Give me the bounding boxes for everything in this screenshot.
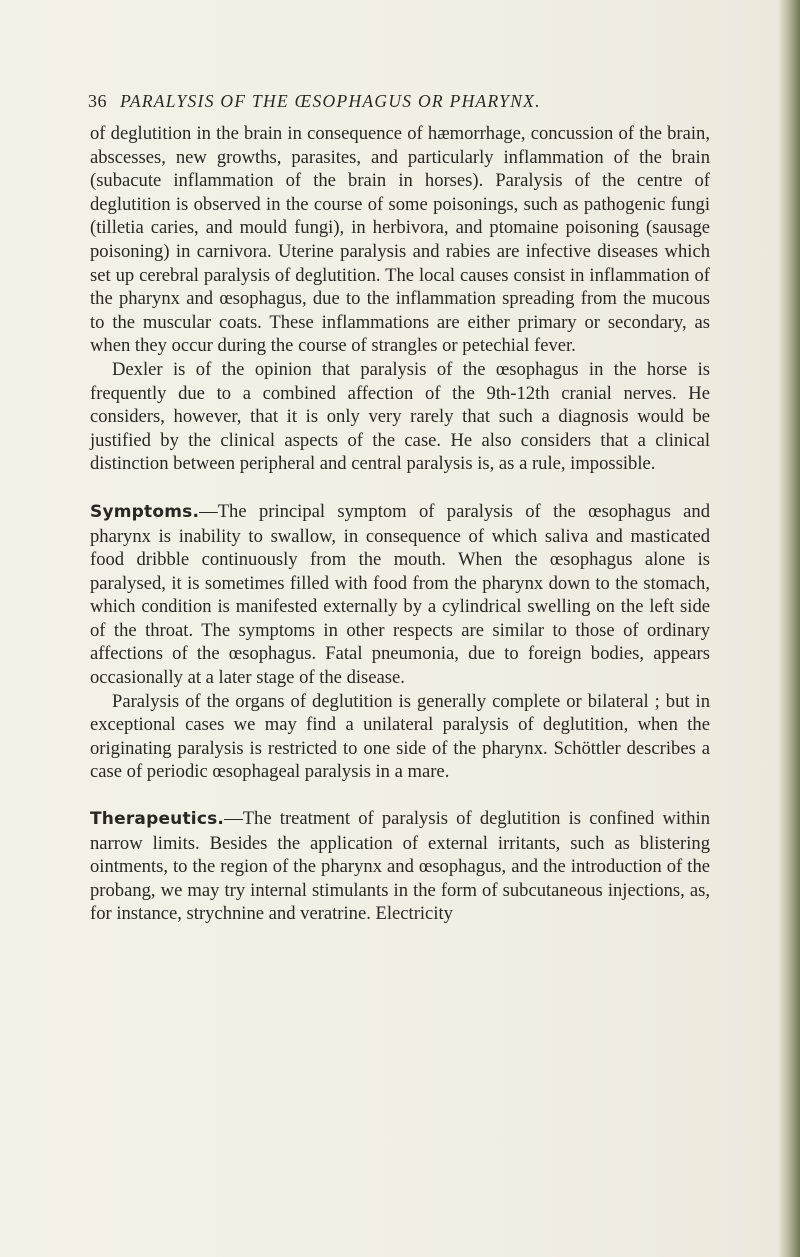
therapeutics-heading: Therapeutics. (90, 809, 225, 830)
page-number: 36 (88, 91, 107, 111)
running-title: PARALYSIS OF THE ŒSOPHAGUS OR PHARYNX. (120, 91, 541, 111)
paragraph-dexler: Dexler is of the opinion that paralysis of the œsophagus in the horse is frequently due to a combined affection of the 9th-12th cranial nerves. He considers, however, that it is only very rarely that such a diagnosis would be justified by the clinical aspects of the case. He also considers that a clinical distinction between peripheral and central paralysis is, as a rule, impossible. (90, 358, 710, 475)
symptoms-heading: Symptoms. (90, 501, 200, 522)
symptoms-section (90, 500, 710, 690)
page-edge-shadow (778, 0, 800, 1257)
paragraph-causes: of deglutition in the brain in consequence of hæmorrhage, concussion of the brain, abscesses, new growths, parasites, and particularly inflammation of the brain (subacute inflammation of the brain in horses). Paralysis of the centre of deglutition is observed in the course of some poisonings, such as pathogenic fungi (tilletia caries, and mould fungi), in herbivora, and ptomaine poisoning (sausage poisoning) in carnivora. Uterine paralysis and rabies are infective diseases which set up cerebral paralysis of deglutition. The local causes consist in inflammation of the pharynx and œsophagus, due to the inflammation spreading from the mucous to the muscular coats. These inflammations are either primary or secondary, as when they occur during the course of strangles or petechial fever. (90, 123, 710, 357)
body-text (90, 122, 710, 926)
therapeutics-text: —The treatment of paralysis of deglutition is confined within narrow limits. Besides the application of external irritants, such as blistering ointments, to the region of the pharynx and œsophagus, and the introduction of the probang, we may try internal stimulants in the form of subcutaneous injections, as, for instance, strychnine and veratrine. Electricity (90, 808, 710, 925)
running-head (88, 91, 708, 117)
paragraph-deglutition-paralysis: Paralysis of the organs of deglutition is generally complete or bilateral ; but in exceptional cases we may find a unilateral paralysis of deglutition, when the originating paralysis is restricted to one side of the pharynx. Schöttler describes a case of periodic œsophageal paralysis in a mare. (90, 690, 710, 783)
symptoms-text: —The principal symptom of paralysis of the œsophagus and pharynx is inability to swallow, in consequence of which saliva and masticated food dribble continuously from the mouth. When the œsophagus alone is paralysed, it is sometimes filled with food from the pharynx down to the stomach, which condition is manifested externally by a cylindrical swelling on the left side of the throat. The symptoms in other respects are similar to those of ordinary affections of the œsophagus. Fatal pneumonia, due to foreign bodies, appears occasionally at a later stage of the disease. (90, 500, 710, 689)
therapeutics-section (90, 807, 710, 926)
